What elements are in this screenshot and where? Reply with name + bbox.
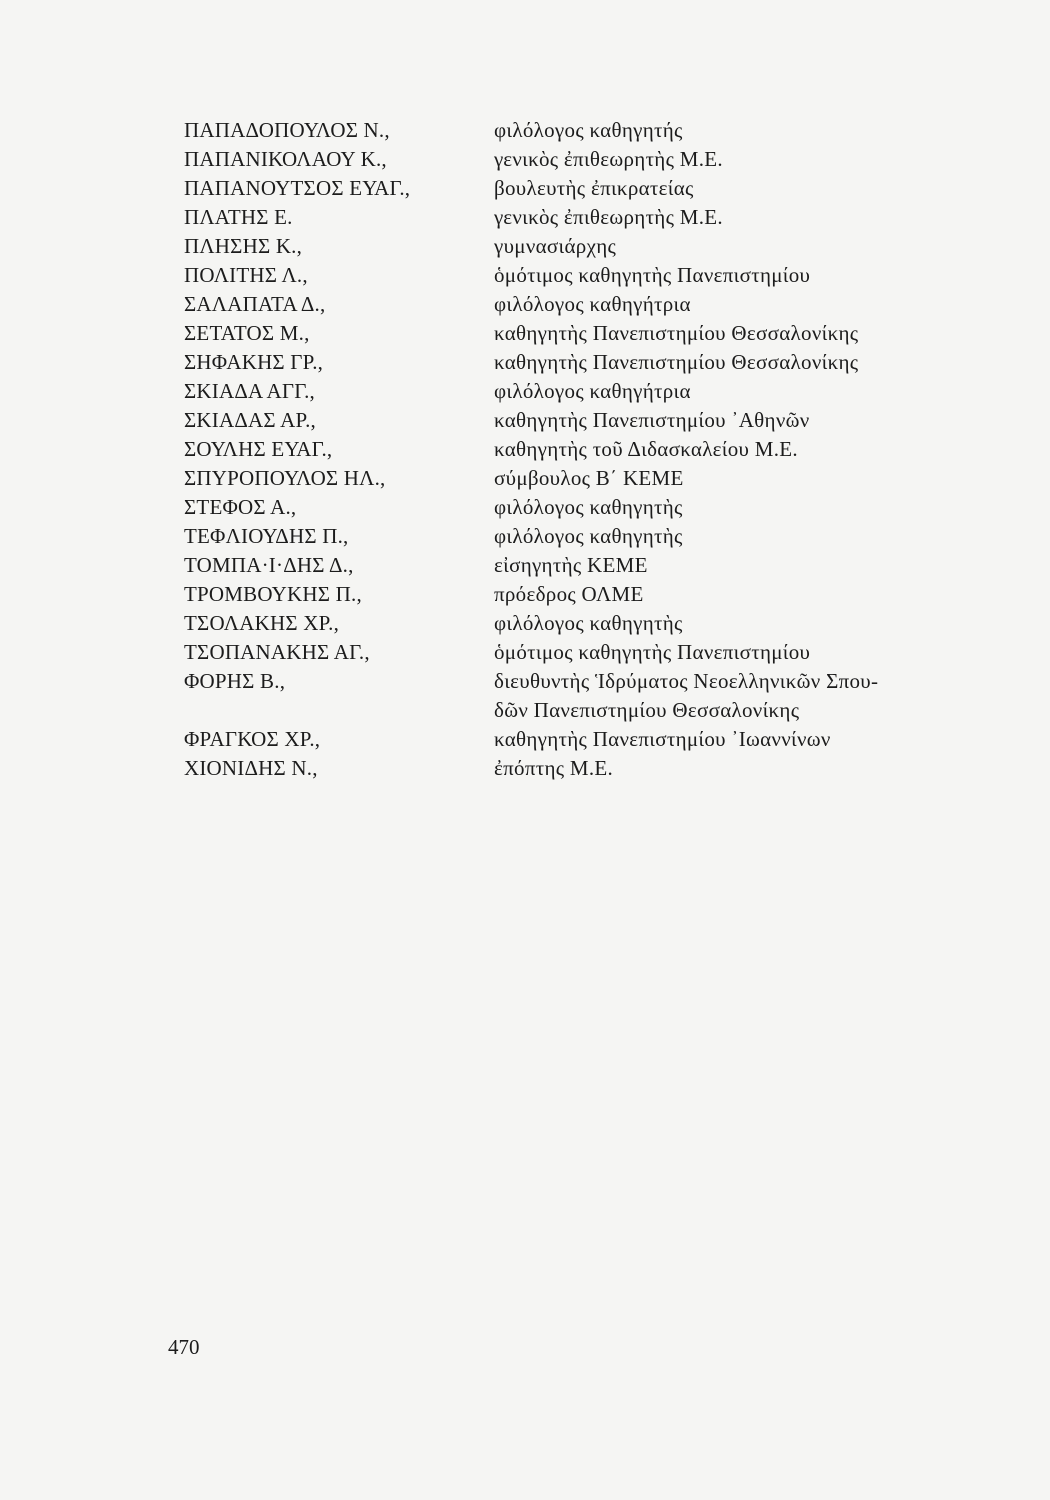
person-name: ΠΟΛΙΤΗΣ Λ., <box>184 263 308 287</box>
person-role: καθηγητὴς Πανεπιστημίου ᾿Ιωαννίνων <box>494 727 831 751</box>
entry-row <box>0 434 1050 464</box>
person-name: ΤΟΜΠΑ·Ι·ΔΗΣ Δ., <box>184 553 354 577</box>
person-role: γενικὸς ἐπιθεωρητὴς Μ.Ε. <box>494 147 723 171</box>
entry-row <box>0 405 1050 435</box>
person-role: πρόεδρος ΟΛΜΕ <box>494 582 644 606</box>
entry-row <box>0 463 1050 493</box>
entry-row <box>0 260 1050 290</box>
person-name: ΣΤΕΦΟΣ Α., <box>184 495 297 519</box>
person-role: βουλευτὴς ἐπικρατείας <box>494 176 694 200</box>
person-name: ΣΚΙΑΔΑ ΑΓΓ., <box>184 379 315 403</box>
person-name: ΤΣΟΛΑΚΗΣ ΧΡ., <box>184 611 340 635</box>
person-role: ὁμότιμος καθηγητὴς Πανεπιστημίου <box>494 640 811 664</box>
person-name: ΧΙΟΝΙΔΗΣ Ν., <box>184 756 318 780</box>
person-role: καθηγητὴς τοῦ Διδασκαλείου Μ.Ε. <box>494 437 798 461</box>
person-role: φιλόλογος καθηγητὴς <box>494 524 683 548</box>
entry-row <box>0 202 1050 232</box>
entry-row <box>0 695 1050 725</box>
person-role: φιλόλογος καθηγήτρια <box>494 292 691 316</box>
person-role: φιλόλογος καθηγητὴς <box>494 495 683 519</box>
person-role: καθηγητὴς Πανεπιστημίου ᾿Αθηνῶν <box>494 408 810 432</box>
person-name: ΣΑΛΑΠΑΤΑ Δ., <box>184 292 326 316</box>
entry-row <box>0 144 1050 174</box>
entry-row <box>0 115 1050 145</box>
entry-row <box>0 666 1050 696</box>
entry-row <box>0 753 1050 783</box>
person-role: φιλόλογος καθηγητὴς <box>494 611 683 635</box>
person-name: ΣΚΙΑΔΑΣ ΑΡ., <box>184 408 316 432</box>
entry-row <box>0 173 1050 203</box>
entry-row <box>0 318 1050 348</box>
person-name: ΠΑΠΑΝΙΚΟΛΑΟΥ Κ., <box>184 147 387 171</box>
person-name: ΠΛΗΣΗΣ Κ., <box>184 234 303 258</box>
person-name: ΦΟΡΗΣ Β., <box>184 669 286 693</box>
person-role: καθηγητὴς Πανεπιστημίου Θεσσαλονίκης <box>494 321 859 345</box>
person-role: ἐπόπτης Μ.Ε. <box>494 756 614 780</box>
person-role: φιλόλογος καθηγήτρια <box>494 379 691 403</box>
entry-row <box>0 521 1050 551</box>
entry-row <box>0 347 1050 377</box>
person-name: ΠΛΑΤΗΣ Ε. <box>184 205 293 229</box>
entry-row <box>0 724 1050 754</box>
page-number: 470 <box>168 1335 200 1359</box>
person-role: σύμβουλος Β΄ ΚΕΜΕ <box>494 466 684 490</box>
entry-row <box>0 492 1050 522</box>
person-role: εἰσηγητὴς ΚΕΜΕ <box>494 553 648 577</box>
person-name: ΠΑΠΑΝΟΥΤΣΟΣ ΕΥΑΓ., <box>184 176 411 200</box>
person-name: ΣΗΦΑΚΗΣ ΓΡ., <box>184 350 324 374</box>
person-name: ΦΡΑΓΚΟΣ ΧΡ., <box>184 727 321 751</box>
person-role: ὁμότιμος καθηγητὴς Πανεπιστημίου <box>494 263 811 287</box>
person-role: γενικὸς ἐπιθεωρητὴς Μ.Ε. <box>494 205 723 229</box>
entry-row <box>0 376 1050 406</box>
entry-row <box>0 231 1050 261</box>
entry-row <box>0 608 1050 638</box>
person-name: ΤΣΟΠΑΝΑΚΗΣ ΑΓ., <box>184 640 370 664</box>
entry-row <box>0 550 1050 580</box>
entry-row <box>0 289 1050 319</box>
person-role: φιλόλογος καθηγητής <box>494 118 683 142</box>
person-role: δῶν Πανεπιστημίου Θεσσαλονίκης <box>494 698 800 722</box>
person-name: ΤΡΟΜΒΟΥΚΗΣ Π., <box>184 582 362 606</box>
person-name: ΠΑΠΑΔΟΠΟΥΛΟΣ Ν., <box>184 118 390 142</box>
person-name: ΣΕΤΑΤΟΣ Μ., <box>184 321 310 345</box>
person-role: διευθυντὴς Ἱδρύματος Νεοελληνικῶν Σπου- <box>494 669 879 693</box>
person-role: καθηγητὴς Πανεπιστημίου Θεσσαλονίκης <box>494 350 859 374</box>
entry-row <box>0 637 1050 667</box>
person-name: ΣΠΥΡΟΠΟΥΛΟΣ ΗΛ., <box>184 466 386 490</box>
person-role: γυμνασιάρχης <box>494 234 617 258</box>
person-name: ΣΟΥΛΗΣ ΕΥΑΓ., <box>184 437 333 461</box>
person-name: ΤΕΦΛΙΟΥΔΗΣ Π., <box>184 524 349 548</box>
entry-row <box>0 579 1050 609</box>
